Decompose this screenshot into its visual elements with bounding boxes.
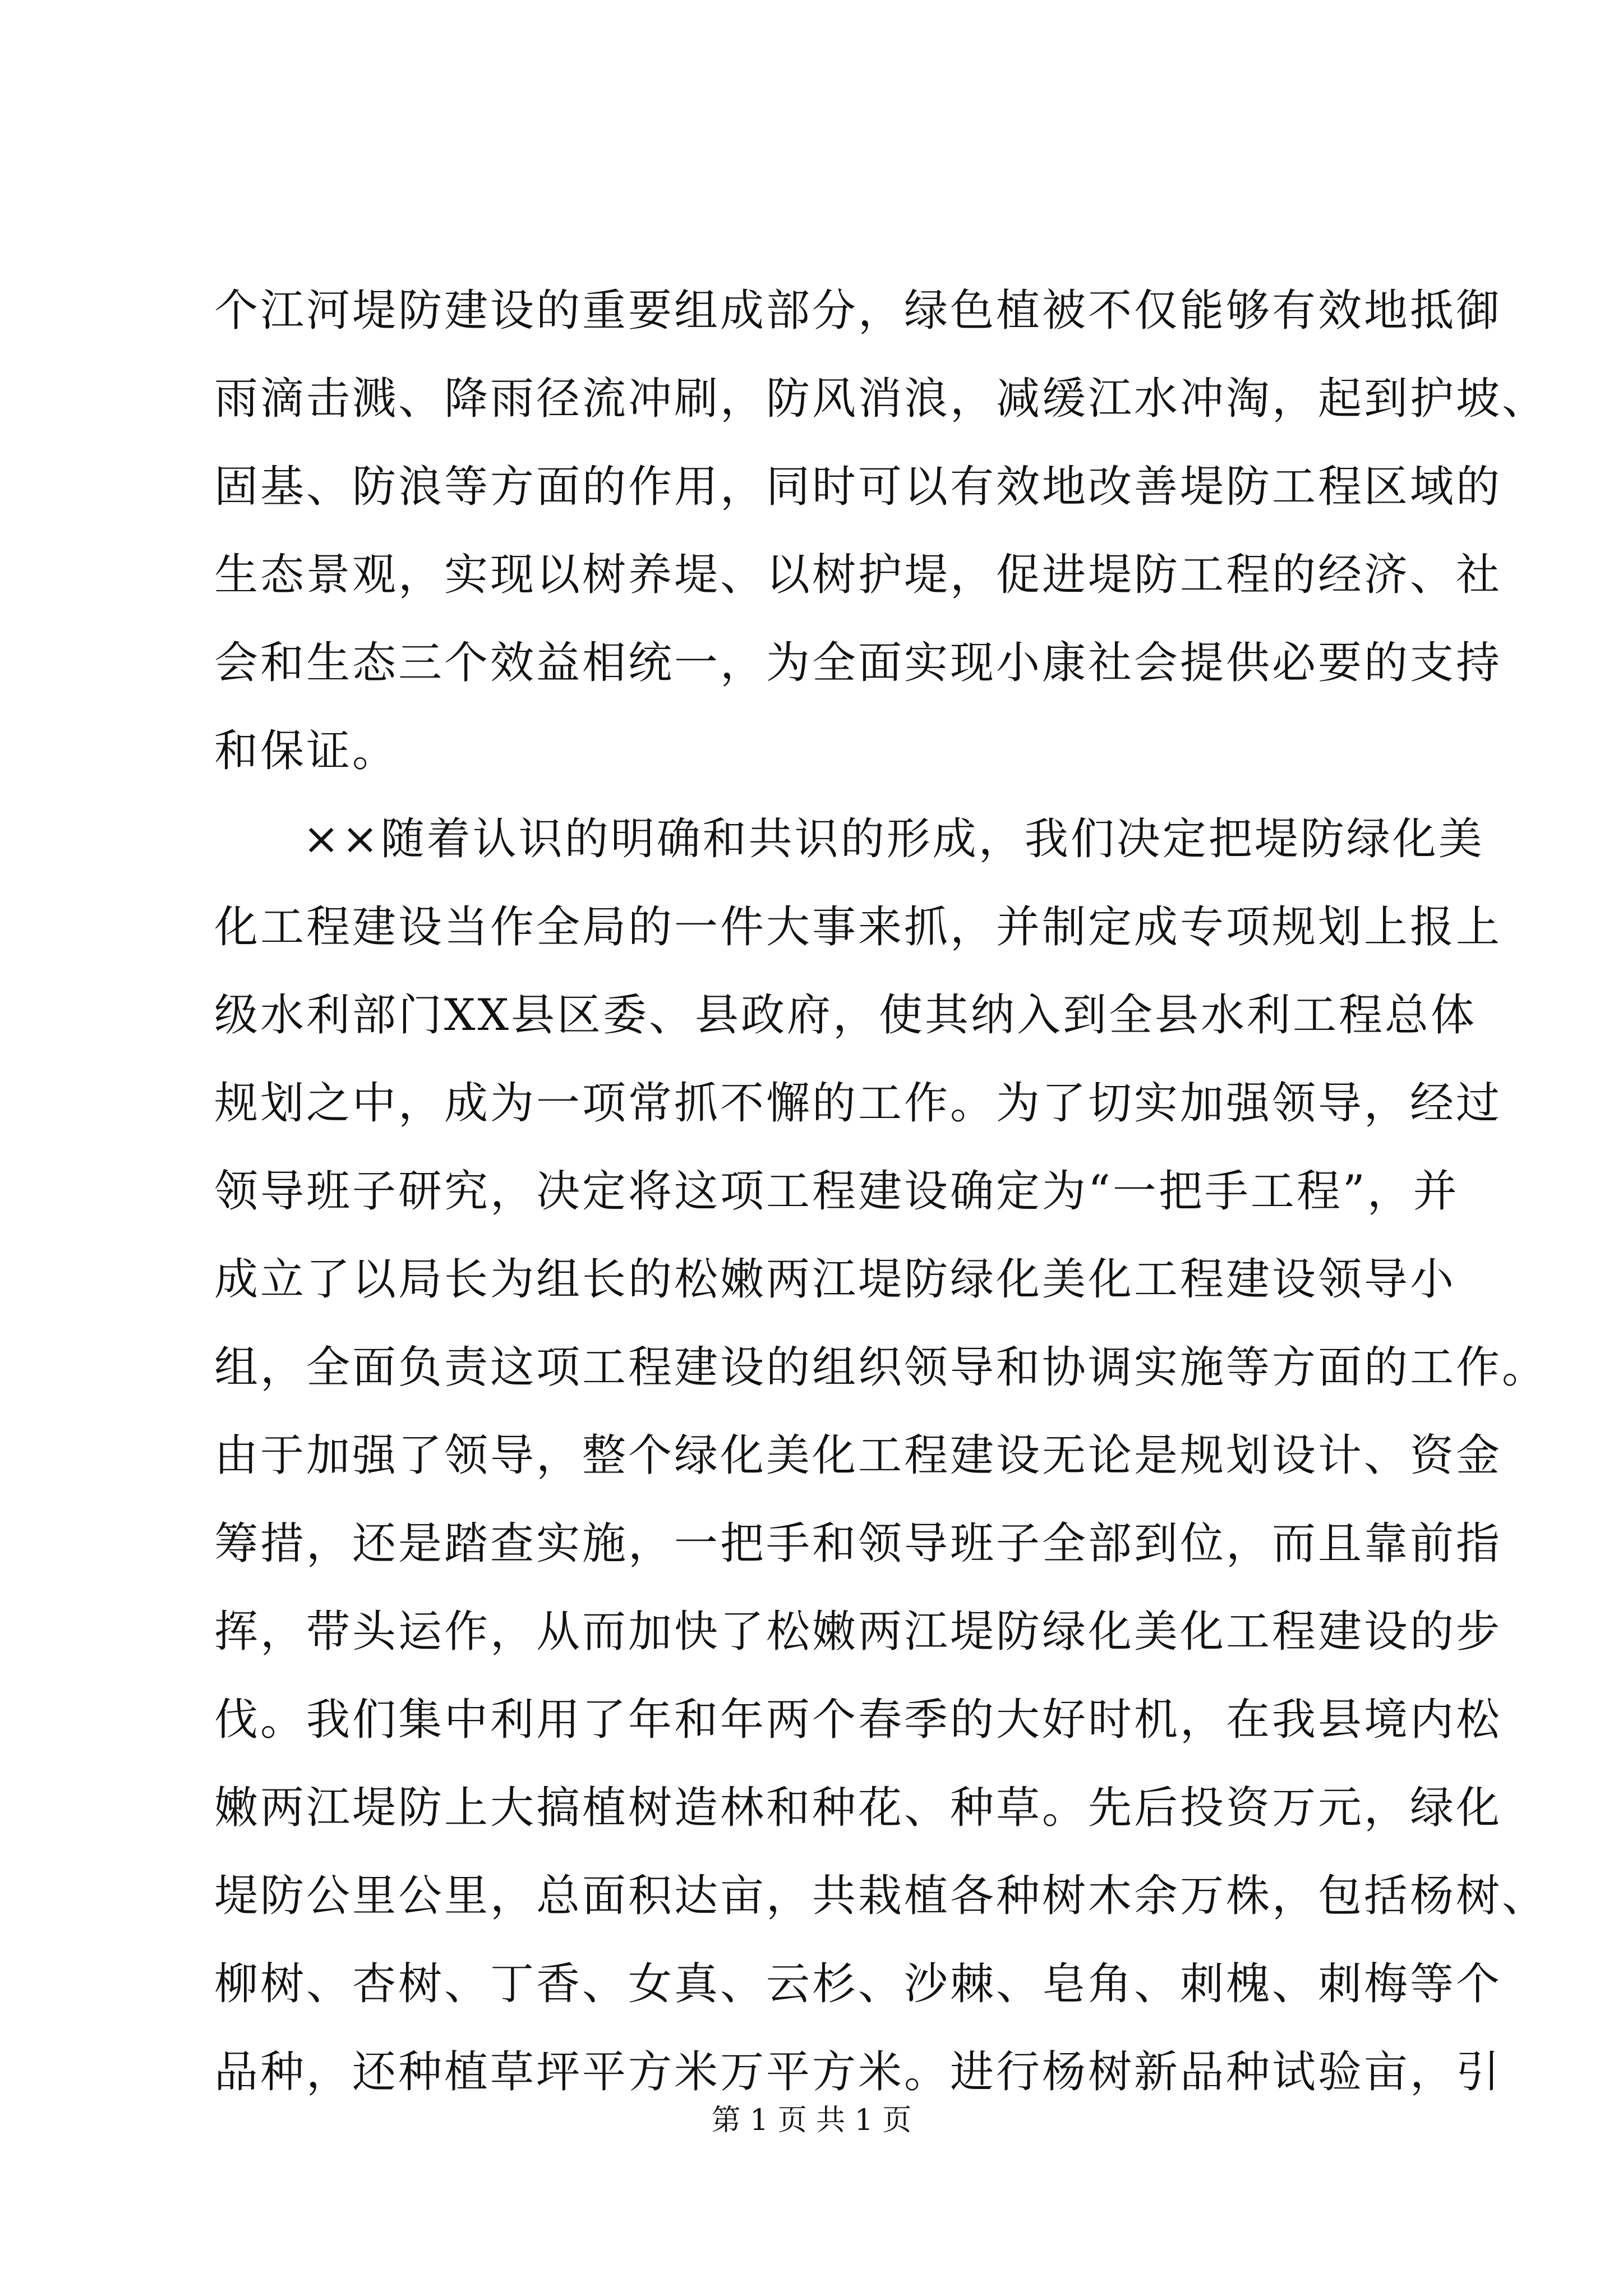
text-line: 品种，还种植草坪平方米万平方米。进行杨树新品种试验亩，引	[214, 2047, 1502, 2097]
text-line: 成立了以局长为组长的松嫩两江堤防绿化美化工程建设领导小	[214, 1254, 1456, 1305]
text-line: 堤防公里公里，总面积达亩，共栽植各种树木余万株，包括杨树、	[214, 1871, 1548, 1921]
text-line: 级水利部门XX县区委、县政府，使其纳入到全县水利工程总体	[214, 990, 1477, 1041]
text-line: 挥，带头运作，从而加快了松嫩两江堤防绿化美化工程建设的步	[214, 1607, 1502, 1657]
text-line: 伐。我们集中利用了年和年两个春季的大好时机，在我县境内松	[214, 1695, 1502, 1745]
text-line: 柳树、杏树、丁香、女真、云杉、沙棘、皂角、刺槐、刺梅等个	[214, 1959, 1502, 2009]
text-line: 组，全面负责这项工程建设的组织领导和协调实施等方面的工作。	[214, 1342, 1548, 1393]
text-line: 化工程建设当作全局的一件大事来抓，并制定成专项规划上报上	[214, 902, 1502, 953]
page-number-footer: 第 1 页 共 1 页	[711, 2104, 912, 2137]
text-line: 筹措，还是踏查实施，一把手和领导班子全部到位，而且靠前指	[214, 1519, 1502, 1569]
text-line: 领导班子研究，决定将这项工程建设确定为“一把手工程”，并	[214, 1166, 1459, 1217]
text-line: 嫩两江堤防上大搞植树造林和种花、种草。先后投资万元，绿化	[214, 1783, 1502, 1833]
text-line: ××随着认识的明确和共识的形成，我们决定把堤防绿化美	[303, 814, 1484, 864]
text-line: 生态景观，实现以树养堤、以树护堤，促进堤防工程的经济、社	[214, 550, 1502, 600]
text-line: 和保证。	[214, 726, 399, 776]
document-body	[214, 267, 1548, 2116]
text-line: 固基、防浪等方面的作用，同时可以有效地改善堤防工程区域的	[214, 462, 1502, 512]
text-line: 雨滴击溅、降雨径流冲刷，防风消浪，减缓江水冲淘，起到护坡、	[214, 374, 1548, 424]
text-line: 规划之中，成为一项常抓不懈的工作。为了切实加强领导，经过	[214, 1078, 1502, 1129]
text-line: 由于加强了领导，整个绿化美化工程建设无论是规划设计、资金	[214, 1430, 1502, 1481]
text-line: 个江河堤防建设的重要组成部分，绿色植被不仅能够有效地抵御	[214, 286, 1502, 336]
text-line: 会和生态三个效益相统一，为全面实现小康社会提供必要的支持	[214, 638, 1502, 688]
